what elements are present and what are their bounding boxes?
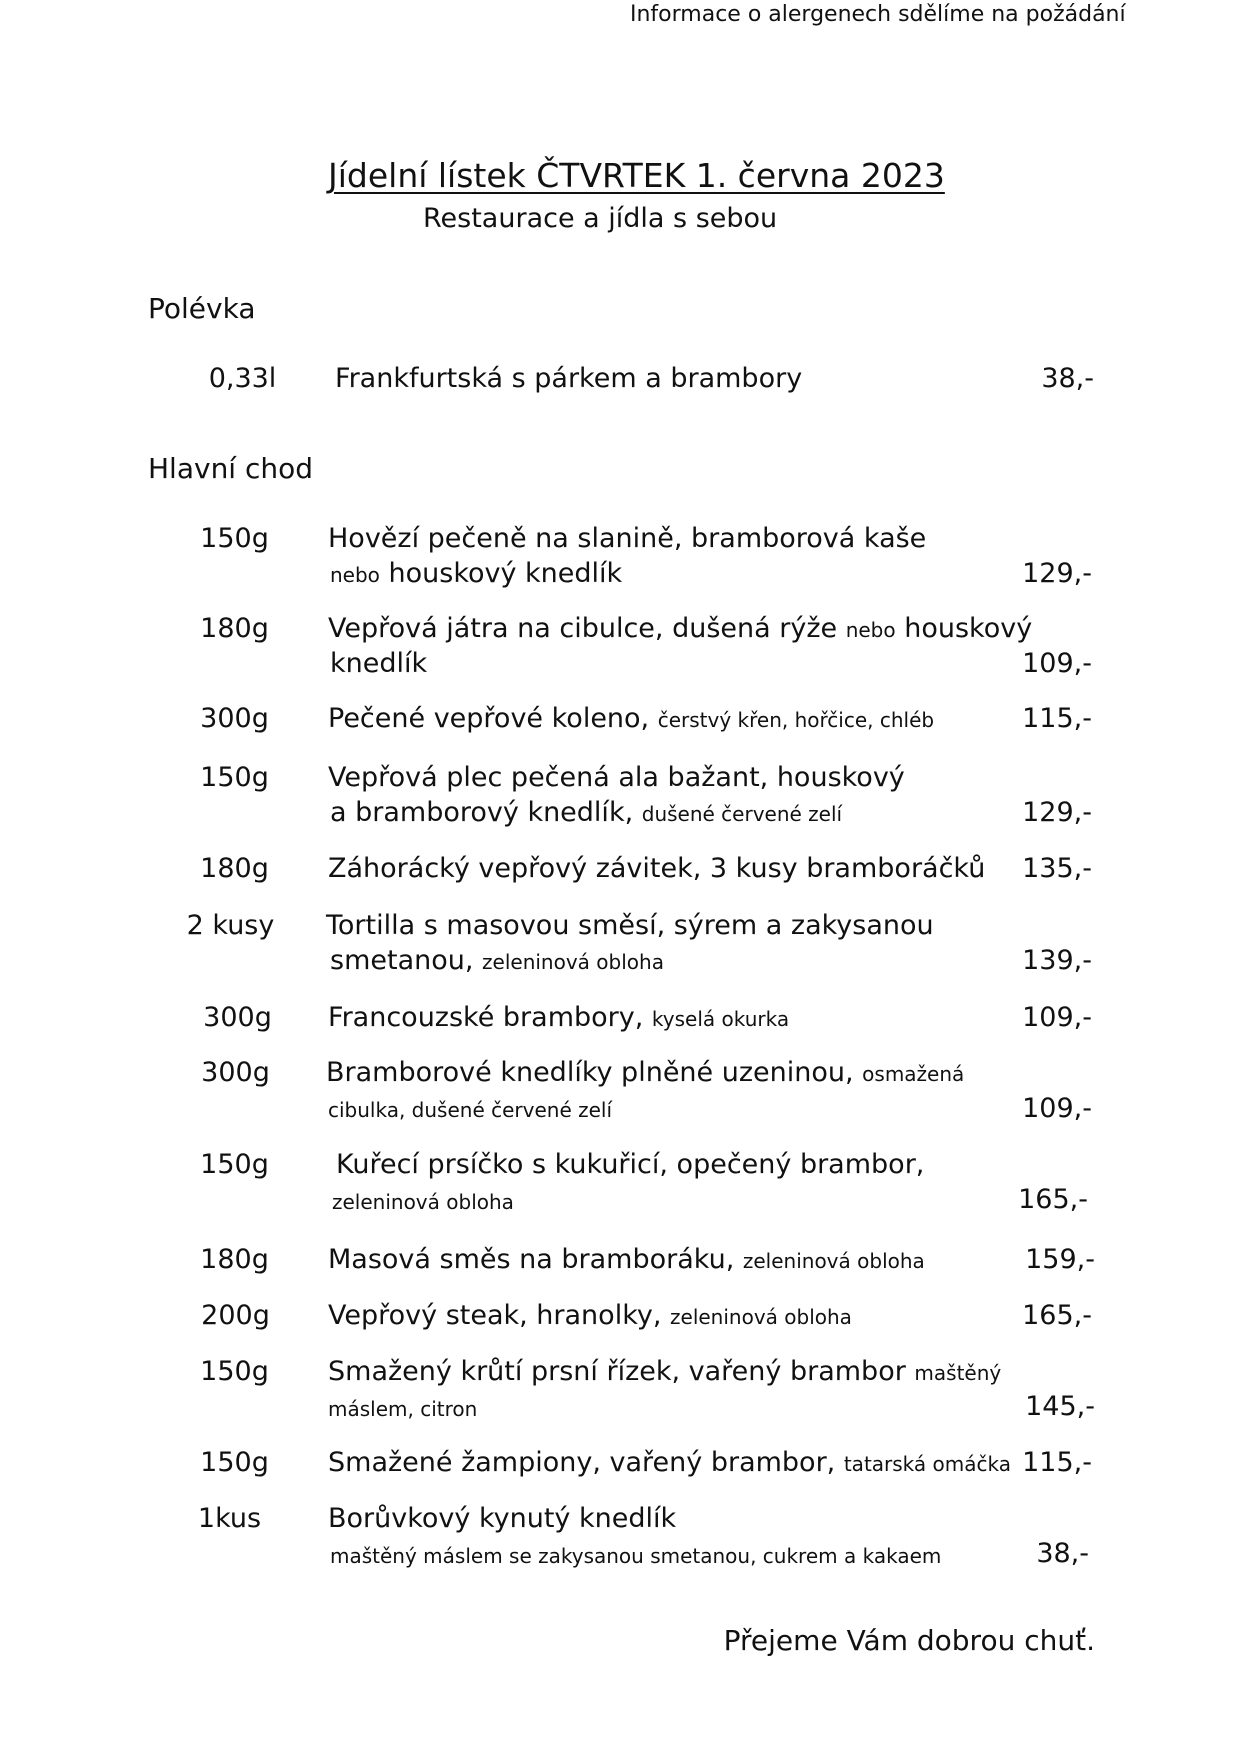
item-price: 109,- bbox=[1022, 1093, 1092, 1124]
item-name: Vepřový steak, hranolky, zeleninová obloha bbox=[328, 1300, 852, 1331]
item-amount: 180g bbox=[200, 853, 269, 884]
section-heading-soup: Polévka bbox=[148, 292, 256, 325]
item-amount: 2 kusy bbox=[186, 910, 275, 941]
item-name: Bramborové knedlíky plněné uzeninou, osmažená bbox=[326, 1057, 965, 1088]
item-amount: 300g bbox=[201, 1057, 270, 1088]
item-price: 115,- bbox=[1022, 1447, 1092, 1478]
item-description: zeleninová obloha bbox=[332, 1190, 514, 1214]
section-heading-main: Hlavní chod bbox=[148, 452, 314, 485]
item-name: Smažený krůtí prsní řízek, vařený brambor maštěný bbox=[328, 1356, 1002, 1387]
item-name: Vepřová plec pečená ala bažant, houskový bbox=[328, 762, 905, 793]
item-name: Frankfurtská s párkem a brambory bbox=[335, 363, 803, 394]
item-name: Záhorácký vepřový závitek, 3 kusy bramboráčků bbox=[328, 853, 986, 884]
item-amount: 150g bbox=[200, 762, 269, 793]
item-description: smetanou, zeleninová obloha bbox=[330, 945, 664, 976]
item-amount: 300g bbox=[203, 1002, 272, 1033]
item-name: Vepřová játra na cibulce, dušená rýže nebo houskový bbox=[328, 613, 1033, 644]
item-price: 38,- bbox=[1036, 1538, 1089, 1569]
item-name: Kuřecí prsíčko s kukuřicí, opečený brambor, bbox=[336, 1149, 925, 1180]
item-amount: 200g bbox=[201, 1300, 270, 1331]
menu-title: Jídelní lístek ČTVRTEK 1. června 2023 bbox=[328, 156, 945, 195]
item-description: a bramborový knedlík, dušené červené zelí bbox=[330, 797, 843, 828]
item-price: 129,- bbox=[1022, 558, 1092, 589]
item-description: máslem, citron bbox=[328, 1397, 478, 1421]
item-amount: 180g bbox=[200, 1244, 269, 1275]
item-price: 165,- bbox=[1018, 1184, 1088, 1215]
item-amount: 300g bbox=[200, 703, 269, 734]
item-amount: 150g bbox=[200, 1447, 269, 1478]
item-amount: 180g bbox=[200, 613, 269, 644]
item-description: maštěný máslem se zakysanou smetanou, cukrem a kakaem bbox=[330, 1544, 942, 1568]
item-description: nebo houskový knedlík bbox=[330, 558, 623, 589]
item-price: 145,- bbox=[1025, 1391, 1095, 1422]
item-name: Masová směs na bramboráku, zeleninová obloha bbox=[328, 1244, 925, 1275]
item-amount: 150g bbox=[200, 1149, 269, 1180]
item-name: Borůvkový kynutý knedlík bbox=[328, 1503, 677, 1534]
menu-subtitle: Restaurace a jídla s sebou bbox=[423, 203, 778, 234]
closing-wish: Přejeme Vám dobrou chuť. bbox=[723, 1624, 1095, 1657]
item-price: 115,- bbox=[1022, 703, 1092, 734]
item-price: 38,- bbox=[1041, 363, 1094, 394]
item-price: 139,- bbox=[1022, 945, 1092, 976]
item-amount: 0,33l bbox=[208, 363, 277, 394]
item-description: cibulka, dušené červené zelí bbox=[328, 1098, 613, 1122]
item-price: 129,- bbox=[1022, 797, 1092, 828]
item-name: Hovězí pečeně na slanině, bramborová kaše bbox=[328, 523, 927, 554]
allergen-note: Informace o alergenech sdělíme na požádání bbox=[630, 2, 1126, 27]
item-price: 165,- bbox=[1022, 1300, 1092, 1331]
item-description: knedlík bbox=[330, 648, 428, 679]
item-price: 135,- bbox=[1022, 853, 1092, 884]
item-price: 109,- bbox=[1022, 648, 1092, 679]
item-name: Tortilla s masovou směsí, sýrem a zakysanou bbox=[326, 910, 934, 941]
item-name: Pečené vepřové koleno, čerstvý křen, hořčice, chléb bbox=[328, 703, 935, 734]
item-amount: 150g bbox=[200, 1356, 269, 1387]
item-amount: 150g bbox=[200, 523, 269, 554]
item-price: 159,- bbox=[1025, 1244, 1095, 1275]
item-amount: 1kus bbox=[197, 1503, 262, 1534]
item-name: Smažené žampiony, vařený brambor, tatarská omáčka bbox=[328, 1447, 1011, 1478]
item-price: 109,- bbox=[1022, 1002, 1092, 1033]
item-name: Francouzské brambory, kyselá okurka bbox=[328, 1002, 790, 1033]
